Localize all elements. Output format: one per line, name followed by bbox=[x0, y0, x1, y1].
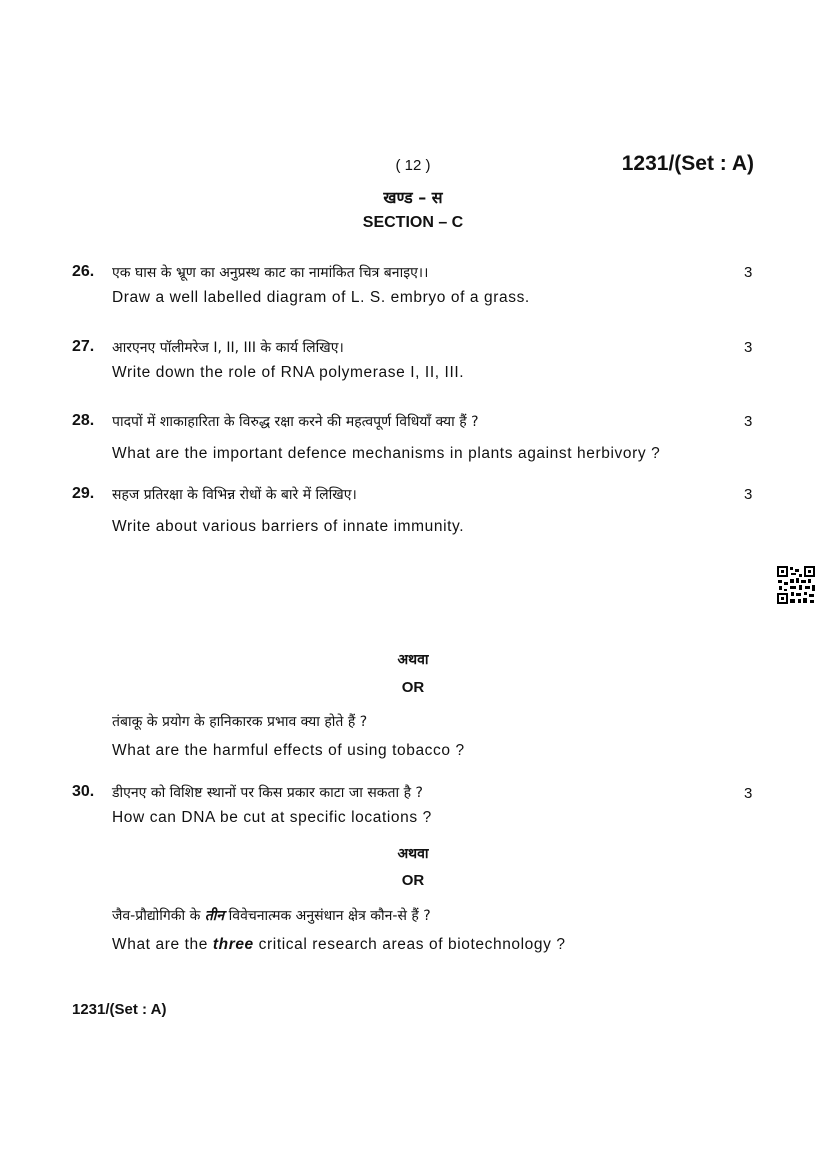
alt-hindi-emphasis: तीन bbox=[204, 908, 225, 924]
question-text-hindi: पादपों में शाकाहारिता के विरुद्ध रक्षा करने की महत्वपूर्ण विधियाँ क्या हैं ? bbox=[112, 414, 479, 430]
question-text-hindi: डीएनए को विशिष्ट स्थानों पर किस प्रकार काटा जा सकता है ? bbox=[112, 785, 423, 801]
or-label-hindi: अथवा bbox=[397, 846, 429, 862]
question-text-english: Write down the role of RNA polymerase I, II, III. bbox=[112, 364, 465, 381]
question-text-hindi: एक घास के भ्रूण का अनुप्रस्थ काट का नामांकित चित्र बनाइए।। bbox=[112, 265, 429, 281]
question-number: 27. bbox=[72, 338, 95, 355]
alternative-question-hindi bbox=[112, 906, 431, 925]
qr-code-icon bbox=[776, 565, 816, 605]
alternative-question-english: What are the harmful effects of using tobacco ? bbox=[112, 742, 465, 759]
paper-code-header: 1231/(Set : A) bbox=[621, 152, 754, 175]
question-number: 29. bbox=[72, 485, 95, 502]
alternative-question-hindi: तंबाकू के प्रयोग के हानिकारक प्रभाव क्या होते हैं ? bbox=[112, 714, 368, 730]
alt-english-emphasis: three bbox=[212, 936, 254, 953]
or-label-english: OR bbox=[401, 679, 425, 696]
question-marks: 3 bbox=[744, 486, 753, 503]
paper-code-footer: 1231/(Set : A) bbox=[72, 1001, 167, 1018]
alt-hindi-text-end: विवेचनात्मक अनुसंधान क्षेत्र कौन-से हैं ? bbox=[224, 908, 431, 924]
section-title-english: SECTION – C bbox=[362, 214, 464, 231]
question-marks: 3 bbox=[744, 413, 753, 430]
or-label-english: OR bbox=[401, 872, 425, 889]
page-number: ( 12 ) bbox=[395, 157, 431, 174]
question-number: 28. bbox=[72, 412, 95, 429]
question-marks: 3 bbox=[744, 339, 753, 356]
or-label-hindi: अथवा bbox=[397, 652, 429, 668]
alternative-question-english bbox=[112, 936, 566, 954]
question-text-english: What are the important defence mechanisms in plants against herbivory ? bbox=[112, 445, 661, 462]
question-text-hindi: सहज प्रतिरक्षा के विभिन्न रोधों के बारे में लिखिए। bbox=[112, 487, 357, 503]
question-number: 30. bbox=[72, 783, 95, 800]
question-marks: 3 bbox=[744, 785, 753, 802]
alt-english-text-end: critical research areas of biotechnology ? bbox=[253, 936, 566, 953]
section-title-hindi: खण्ड – स bbox=[383, 188, 443, 207]
alt-hindi-text-start: जैव-प्रौद्योगिकी के bbox=[112, 908, 205, 924]
question-text-english: Draw a well labelled diagram of L. S. embryo of a grass. bbox=[112, 289, 530, 306]
question-number: 26. bbox=[72, 263, 95, 280]
question-marks: 3 bbox=[744, 264, 753, 281]
alt-english-text-start: What are the bbox=[112, 936, 213, 953]
question-text-english: Write about various barriers of innate immunity. bbox=[112, 518, 465, 535]
question-text-hindi: आरएनए पॉलीमरेज I, II, III के कार्य लिखिए। bbox=[112, 340, 344, 356]
question-text-english: How can DNA be cut at specific locations ? bbox=[112, 809, 432, 826]
